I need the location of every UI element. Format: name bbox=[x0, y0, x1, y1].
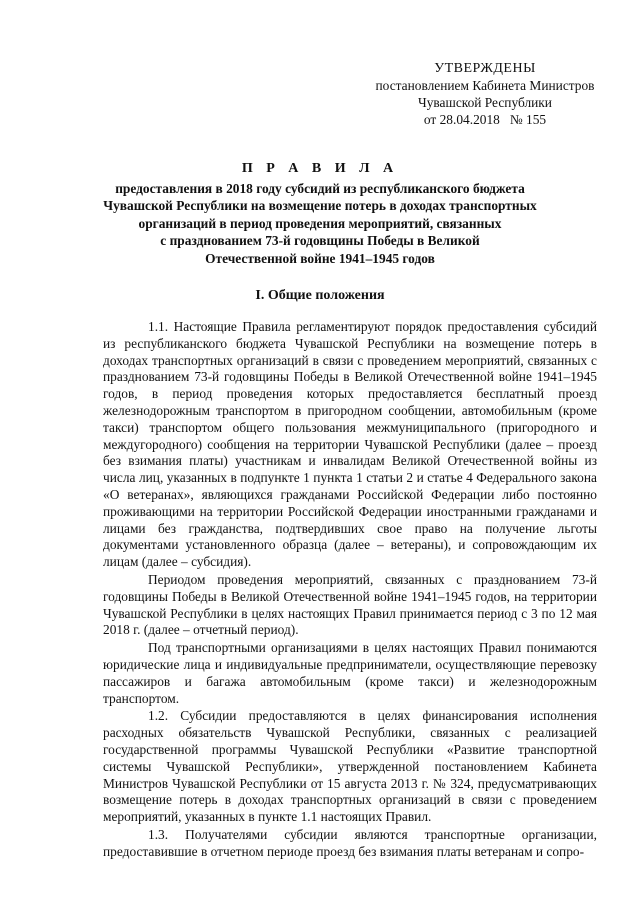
approval-block bbox=[360, 60, 610, 128]
title-line-2: Чувашской Республики на возмещение потерь в доходах транспортных bbox=[103, 198, 537, 214]
title-line-5: Отечественной войне 1941–1945 годов bbox=[205, 250, 435, 266]
approval-line-2: Чувашской Республики bbox=[418, 95, 552, 110]
paragraph-1-3: 1.3. Получателями субсидии являются транспортные организации, предоставившие в отчетном периоде проезд без взимания платы ветеранам и сопро- bbox=[103, 826, 597, 859]
title-line-3: организаций в период проведения мероприятий, связанных bbox=[138, 215, 502, 231]
approval-heading: УТВЕРЖДЕНЫ bbox=[434, 61, 536, 76]
title-name: П Р А В И Л А bbox=[241, 161, 399, 176]
document-body bbox=[103, 319, 597, 862]
paragraph-period: Периодом проведения мероприятий, связанных с празднованием 73-й годовщины Победы в Великой Отечественной войне 1941–1945 годов, на территории Чувашской Республики в целях настоящих Правил принимается период с 3 по 12 мая 2018 г. (далее – отчетный период). bbox=[103, 571, 597, 638]
approval-line-3: от 28.04.2018 № 155 bbox=[423, 112, 547, 127]
document-title bbox=[100, 160, 540, 268]
approval-line-1: постановлением Кабинета Министров bbox=[375, 78, 595, 93]
title-line-1: предоставления в 2018 году субсидий из республиканского бюджета bbox=[115, 180, 525, 196]
paragraph-1-1: 1.1. Настоящие Правила регламентируют порядок предоставления субсидий из республиканского бюджета Чувашской Республики на возмещение потерь в доходах транспортных организаций в связи с проведением мероприятий, связанных с празднованием 73-й годовщины Победы в Великой Отечественной войне 1941–1945 годов, в период проведения которых предоставляется бесплатный проезд железнодорожным транспортом в пригородном сообщении, автомобильным (кроме такси) транспортом общего пользования межмуниципального (пригородного и междугородного) сообщения на территории Чувашской Республики (далее – проезд без взимания платы) участникам и инвалидам Великой Отечественной войны из числа лиц, указанных в подпункте 1 пункта 1 статьи 2 и статье 4 Федерального закона «О ветеранах», являющихся гражданами Российской Федерации либо постоянно проживающими на территории Российской Федерации иностранными гражданами и лицами без гражданства, подтвердивших свое право на получение льготы документами установленного образца (далее – ветераны), и сопровождающим их лицам (далее – субсидия). bbox=[103, 319, 597, 570]
section-heading: I. Общие положения bbox=[255, 288, 385, 303]
title-line-4: с празднованием 73-й годовщины Победы в Великой bbox=[160, 233, 480, 249]
paragraph-1-2: 1.2. Субсидии предоставляются в целях финансирования исполнения расходных обязательств Чувашской Республики, связанных с реализацией государственной программы Чувашской Республики «Развитие транспортной системы Чувашской Республики», утвержденной постановлением Кабинета Министров Чувашской Республики от 15 августа 2013 г. № 324, предусматривающих возмещение потерь в доходах транспортных организаций в связи с проведением мероприятий, указанных в пункте 1.1 настоящих Правил. bbox=[103, 708, 597, 825]
paragraph-transport-orgs: Под транспортными организациями в целях настоящих Правил понимаются юридические лица и индивидуальные предприниматели, осуществляющие перевозку пассажиров и багажа автомобильным (кроме такси) и железнодорожным транспортом. bbox=[103, 640, 597, 706]
